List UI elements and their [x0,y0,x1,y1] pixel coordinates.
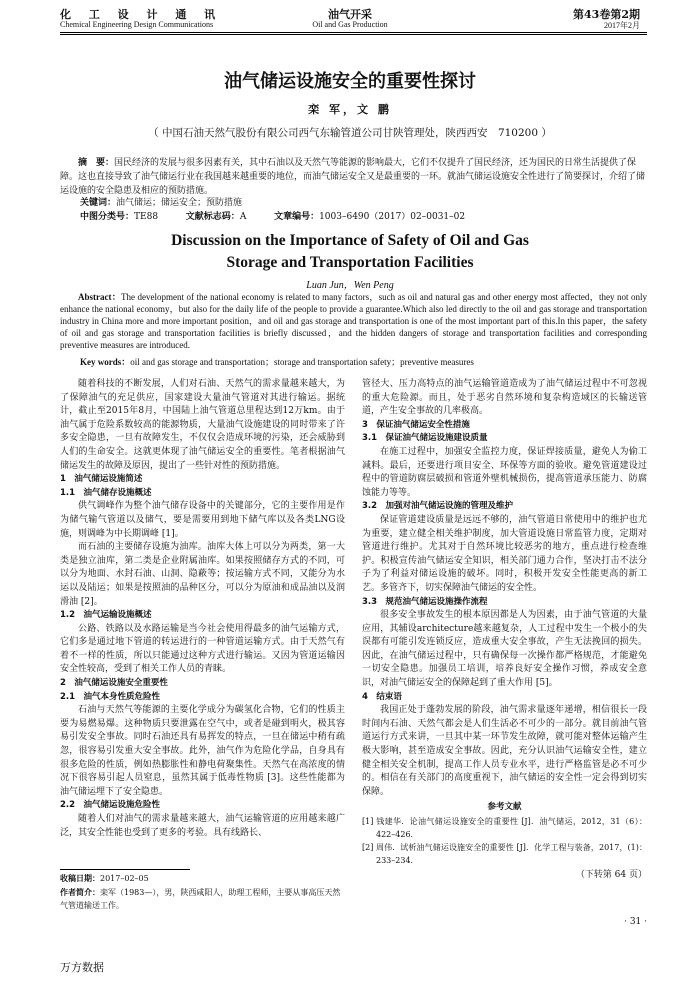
received-value: 2017–02–05 [100,874,149,883]
issue-date: 2017年2月 [604,21,640,30]
abstract-zh-text: 国民经济的发展与很多因素有关，其中石油以及天然气等能源的影响最大，它们不仅提升了国民经济，还为国民的日常生活提供了保障。这也直接导致了油气储运行业在我国越来越重要的地位，而油气储运安全又是最重要的一环。就油气储运设施安全性进行了简要探讨，介绍了储运设施的安全隐患及相应的预防措施。 [60,158,646,196]
abstract-zh-label: 摘 要： [78,158,115,168]
paragraph: 随着人们对油气的需求量越来越大，油气运输管道的应用越来越广泛，其安全性能也受到了更多的考验。具有线路长、 [60,814,345,838]
keywords-zh-text: 油气储运；储运安全；预防措施 [116,198,243,208]
paragraph: 很多安全事故发生的根本原因都是人为因素，由于油气管道的大量应用，其辅设architecture越来越复杂，人工过程中发生一个极小的失误都有可能引发连锁反应，造成重大安全事故，产生无法挽回的损失。因此，在油气储运过程中，只有确保每一次操作都严格规范，才能避免一切安全隐患。加强员工培训，培养良好安全操作习惯，养成安全意识，对油气储运安全的保障起到了重大作用 [5]。 [362,610,647,689]
page-number: · 31 · [624,917,647,927]
paragraph: 供气调峰作为整个油气储存设备中的关键部分，它的主要作用是作为储气输气管道以及储气，要是需要用到地下储气库以及各类LNG设施，则调峰为中长期调峰 [1]。 [60,501,345,539]
reference-item: [1] 钱建华．论油气储运设施安全的重要性 [J]．油气储运，2012，31（6）：422–426． [362,817,647,839]
section-heading: 2 油气储运设施安全重要性 [60,678,168,689]
author-bio-label: 作者简介： [60,888,100,897]
paragraph: 我国正处于蓬勃发展的阶段，油气需求量逐年递增，相信很长一段时间内石油、天然气都会是人们生活必不可少的一部分。就目前油气管道运行方式来讲，一旦其中某一环节发生故障，就可能对整体运输产生极大影响，甚至造成安全事故。因此，充分认识油气运输安全性，建立健全相关安全机制，提高工作人员专业水平，进行严格监管是必不可少的。相信在有关部门的高度重视下，油气储运的安全性一定会得到切实保障。 [362,705,647,797]
section-en: Oil and Gas Production [312,20,388,29]
journal-name-zh: 化 工 设 计 通 讯 [60,8,223,21]
clc-label: 中图分类号： [80,212,135,222]
reference-item: [2] 周伟．试析油气储运设施安全的重要性 [J]．化学工程与装备，2017，(1)：233–234． [362,843,647,865]
abstract-en [60,291,647,351]
abstract-en-text: The development of the national economy is related to many factors，such as oil and natural gas and other energy most affected，they not only enhance the national economy，but also for the daily life of the people to provide a guarantee.Which also led directly to the oil and gas storage and transportation industry in China more and more important position，and oil and gas storage and transportation is one of the most important part of this.In this paper，the safety of oil and gas storage and transportation facilities is briefly discussed，and the hidden dangers of storage and transportation facilities and corresponding preventive measures are introduced. [60,292,647,351]
section-heading: 1 油气储运设施简述 [60,474,143,485]
keywords-en [80,355,647,368]
article-no-label: 文章编号： [274,212,320,222]
paragraph: 而石油的主要储存设施为油库。油库大体上可以分为两类，第一大类是独立油库，第二类是企业附属油库。如果按照储存方式的不同，可以分为地面、水封石油、山洞、隐蔽等；按运输方式不同，又能分为水运以及陆运；如果是按照油的品种区分，可以分为原油和成品油以及润滑油 [2]。 [60,542,345,607]
subsection-heading: 3.3 规范油气储运设施操作流程 [362,596,488,607]
keywords-zh [80,195,647,208]
keywords-en-text: oil and gas storage and transportation；storage and transportation safety；preventive measures [130,357,474,367]
journal-name-en: Chemical Engineering Design Communications [60,20,214,29]
section-zh: 油气开采 [328,8,372,21]
footnote-rule [60,869,190,870]
abstract-en-label: Abstract： [78,292,122,302]
paragraph: 公路、铁路以及水路运输是当今社会使用得最多的油气运输方式，它们多是通过地下管道的转运进行的一种管道运输方式。由于天然气有着不一样的性质，所以只能通过这种方式进行输运。又因为管道运输因安全性较高，受到了相关工作人员的青睐。 [60,623,345,675]
section-heading: 3 保证油气储运安全性措施 [362,419,470,430]
header-rule-thin [60,34,647,35]
article-no-value: 1003–6490（2017）02–0031–02 [319,212,466,222]
header-rule [60,32,647,33]
keywords-zh-label: 关键词： [80,198,117,208]
body-right-column [362,378,647,883]
doc-code-value: A [239,212,247,222]
received-label: 收稿日期： [60,874,100,883]
paragraph: 石油与天然气等能源的主要化学成分为碳氢化合物，它们的性质主要为易燃易爆。这种物质只要泄露在空气中，或者是碰到明火，极其容易引发安全事故。同时石油还具有易挥发的特点，一旦在储运中稍有疏忽，很容易引发重大安全事故。此外，油气作为危险化学品，自身具有很多危险的性质，例如热膨胀性和静电荷聚集性。天然气在高浓度的情况下很容易引起人员窒息，虽然其属于低毒性物质 [3]。这些性能都为油气储运埋下了安全隐患。 [60,705,345,797]
references-heading: 参考文献 [487,802,522,813]
paragraph: 随着科技的不断发展，人们对石油、天然气的需求量越来越大，为了保障油气的充足供应，国家建设大量油气管道对其进行输运。据统计，截止至2015年8月，中国陆上油气管道总里程达到12万km。由于油气属于危险系数较高的能源物质，大量油气设施建设的同时带来了许多安全隐患，一旦有故障发生，不仅仅会造成环境的污染，还会威胁到人们的生命安全。这就更体现了油气储运安全的重要性。笔者根据油气储运发生的故障及原因，提出了一些针对性的预防措施。 [60,379,345,471]
paragraph: 管径大、压力高特点的油气运输管道造成为了油气储运过程中不可忽视的重大危险源。而且，处于恶劣自然环境和复杂构造域区的长输送管道，产生安全事故的几率极高。 [362,379,647,417]
affiliation-zh: （ 中国石油天然气股份有限公司西气东输管道公司甘陕管理处，陕西西安 710200 ） [148,127,552,139]
paragraph: 保证管道建设质量是远远不够的，油气管道日常使用中的维护也尤为重要，建立健全相关维护制度，加大管道设施日常监管力度，定期对管道进行维护。尤其对于自然环境比较恶劣的地方，重点进行检查维护。积极宣传油气储运安全知识，相关部门通力合作，坚决打击不法分子为了利益对储运设施的破坏。同时，积极开发安全性能更高的新工艺。多管齐下，切实保障油气储运的安全性。 [362,514,647,593]
clc-value: TE88 [134,212,159,222]
doc-code-label: 文献标志码： [185,212,240,222]
paper-title-zh: 油气储运设施安全的重要性探讨 [224,71,476,92]
continued-note: （下转第 64 页） [575,870,647,880]
title-en-line2: Storage and Transportation Facilities [226,254,474,271]
author-bio-text: 栾军（1983—），男，陕西咸阳人，助理工程师，主要从事高压天然气管道输送工作。 [60,888,341,910]
received-date [60,872,345,885]
subsection-heading: 2.1 油气本身性质危险性 [60,691,161,702]
subsection-heading: 1.1 油气储存设施概述 [60,487,152,498]
watermark: 万方数据 [60,961,104,974]
paper-title-en [0,230,700,274]
authors-en: Luan Jun，Wen Peng [306,280,394,291]
issue-label: 第43卷第2期 [573,8,640,21]
title-en-line1: Discussion on the Importance of Safety of Oil and Gas [171,232,529,249]
subsection-heading: 3.1 保证油气储运设施建设质量 [362,433,488,444]
paragraph: 在施工过程中，加强安全监控力度，保证焊接质量，避免人为偷工减料。最后，还要进行项目安全、环保等方面的验收。避免管道建设过程中的管道防腐层破损和管道外壁机械损伤，提高管道承压能力、防腐蚀能力等等。 [362,446,647,498]
author-bio [60,886,345,912]
keywords-en-label: Key words： [80,357,131,367]
subsection-heading: 3.2 加强对油气储运设施的管理及维护 [362,501,514,512]
authors-zh: 栾 军，文 鹏 [308,103,392,116]
subsection-heading: 2.2 油气储运设施危险性 [60,800,161,811]
section-heading: 4 结束语 [362,691,402,702]
classification-line [80,209,647,222]
body-left-column [60,378,345,840]
subsection-heading: 1.2 油气运输设施概述 [60,610,152,621]
abstract-zh [60,156,647,198]
